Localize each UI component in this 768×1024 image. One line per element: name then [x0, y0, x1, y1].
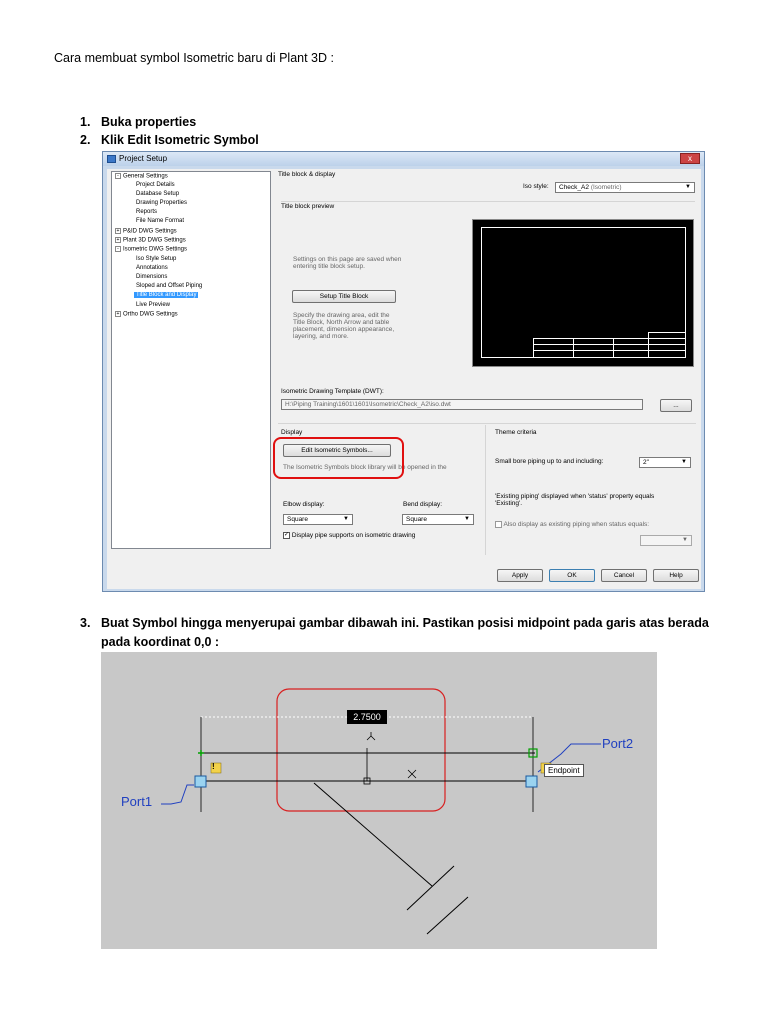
expand-icon[interactable]: +	[116, 311, 120, 317]
expand-icon[interactable]: +	[116, 237, 120, 243]
tree-item-file-name-format[interactable]: File Name Format	[136, 218, 185, 224]
also-display-checkbox[interactable]: Also display as existing piping when status equals:	[495, 521, 649, 528]
check-icon[interactable]: ✓	[284, 532, 290, 538]
project-setup-window	[102, 151, 705, 592]
bend-label: Bend display:	[403, 501, 443, 508]
port2-label: Port2	[602, 736, 634, 751]
step-2-number: 2.	[80, 133, 91, 147]
window-body	[107, 169, 701, 589]
title-block-panel	[275, 171, 697, 566]
apply-button[interactable]: Apply	[497, 569, 543, 582]
tree-item-sloped-offset-piping[interactable]: Sloped and Offset Piping	[136, 283, 203, 289]
tree-item-isometric-dwg-settings[interactable]: - Isometric DWG Settings	[115, 246, 187, 253]
separator	[278, 423, 696, 424]
iso-style-label: Iso style:	[523, 183, 549, 190]
checkbox-icon[interactable]	[495, 521, 502, 528]
section-title: Title block & display	[278, 171, 336, 178]
tree-item-project-details[interactable]: Project Details	[136, 182, 175, 188]
help-button[interactable]: Help	[653, 569, 699, 582]
template-path-field[interactable]: H:\Piping Training\1601\1601\Isometric\Check_A2\iso.dwt	[281, 399, 643, 410]
edit-symbols-highlight	[273, 437, 404, 479]
port2-marker	[526, 776, 537, 787]
step-1-number: 1.	[80, 115, 91, 129]
elbow-label: Elbow display:	[283, 501, 325, 508]
browse-button[interactable]: ...	[660, 399, 692, 412]
chevron-down-icon: ▼	[685, 184, 691, 190]
tree-item-dimensions[interactable]: Dimensions	[136, 274, 168, 280]
expand-icon[interactable]: +	[116, 228, 120, 234]
cad-drawing	[101, 652, 657, 949]
window-title-bar[interactable]	[103, 152, 704, 166]
window-title: Project Setup	[119, 154, 168, 163]
warning-icon-left: !	[212, 762, 215, 771]
tree-item-reports[interactable]: Reports	[136, 209, 158, 215]
y-axis-mark	[367, 736, 371, 740]
settings-tree[interactable]	[111, 171, 271, 549]
tree-item-live-preview[interactable]: Live Preview	[136, 302, 171, 308]
bend-dropdown[interactable]: Square ▼	[402, 514, 474, 525]
app-icon	[107, 155, 116, 163]
ok-button[interactable]: OK	[549, 569, 595, 582]
setup-description: Specify the drawing area, edit the Title Block, North Arrow and table placement, dimension appearance, layering, and more.	[293, 312, 395, 340]
small-bore-dropdown[interactable]: 2" ▼	[639, 457, 691, 468]
setup-title-block-button[interactable]: Setup Title Block	[292, 290, 396, 303]
port1-marker	[195, 776, 206, 787]
small-bore-label: Small bore piping up to and including:	[495, 458, 604, 465]
step-3-number: 3.	[80, 616, 91, 630]
step-1-text: Buka properties	[101, 115, 197, 129]
template-label: Isometric Drawing Template (DWT):	[281, 388, 384, 395]
chevron-down-icon: ▼	[343, 516, 349, 522]
endpoint-tooltip: Endpoint	[544, 764, 584, 777]
existing-note: 'Existing piping' displayed when 'status' property equals 'Existing'.	[495, 493, 655, 507]
chevron-down-icon: ▼	[682, 537, 688, 543]
close-button[interactable]: x	[680, 153, 700, 164]
tree-item-title-block-display[interactable]: Title Block and Display	[136, 292, 197, 298]
tree-item-annotations[interactable]: Annotations	[136, 265, 168, 271]
tree-item-ortho-dwg-settings[interactable]: + Ortho DWG Settings	[116, 311, 178, 318]
separator	[485, 425, 486, 555]
dimension-value: 2.7500	[347, 710, 387, 724]
doc-heading: Cara membuat symbol Isometric baru di Plant 3D :	[54, 51, 334, 65]
cad-symbol-figure	[101, 652, 657, 949]
tree-item-pid-dwg-settings[interactable]: + P&ID DWG Settings	[116, 228, 177, 235]
tree-item-general-settings[interactable]: - General Settings	[115, 173, 168, 180]
step-3-text: Buat Symbol hingga menyerupai gambar dibawah ini. Pastikan posisi midpoint pada garis atas berada	[101, 616, 709, 630]
status-dropdown[interactable]	[640, 535, 692, 546]
support-bar-2	[427, 897, 468, 934]
tree-item-drawing-properties[interactable]: Drawing Properties	[136, 200, 188, 206]
midpoint-highlight	[277, 689, 445, 811]
preview-label: Title block preview	[281, 203, 335, 210]
edit-symbols-note: The Isometric Symbols block library will be opened in the	[283, 464, 447, 471]
title-block-preview	[472, 219, 694, 367]
separator	[281, 201, 695, 202]
pipe-supports-checkbox[interactable]: ✓ Display pipe supports on isometric drawing	[284, 532, 416, 540]
theme-label: Theme criteria	[495, 429, 537, 436]
collapse-icon[interactable]: -	[115, 173, 121, 179]
step-3-text-line2: pada koordinat 0,0 :	[101, 635, 220, 649]
tree-item-iso-style-setup[interactable]: Iso Style Setup	[136, 256, 177, 262]
iso-style-dropdown[interactable]: Check_A2 (Isometric) ▼	[555, 182, 695, 193]
collapse-icon[interactable]: -	[115, 246, 121, 252]
step-2-text: Klik Edit Isometric Symbol	[101, 133, 259, 147]
tree-item-plant3d-dwg-settings[interactable]: + Plant 3D DWG Settings	[116, 237, 186, 244]
support-bar-1	[407, 866, 454, 910]
port1-label: Port1	[121, 794, 153, 809]
cancel-button[interactable]: Cancel	[601, 569, 647, 582]
display-label: Display	[281, 429, 303, 436]
chevron-down-icon: ▼	[464, 516, 470, 522]
edit-isometric-symbols-button[interactable]: Edit Isometric Symbols...	[283, 444, 391, 457]
axis-y-label	[367, 732, 368, 733]
support-line	[314, 783, 432, 886]
tree-item-database-setup[interactable]: Database Setup	[136, 191, 180, 197]
chevron-down-icon: ▼	[681, 459, 687, 465]
settings-note: Settings on this page are saved when entering title block setup.	[293, 256, 402, 270]
elbow-dropdown[interactable]: Square ▼	[283, 514, 353, 525]
port1-leader	[161, 785, 194, 804]
